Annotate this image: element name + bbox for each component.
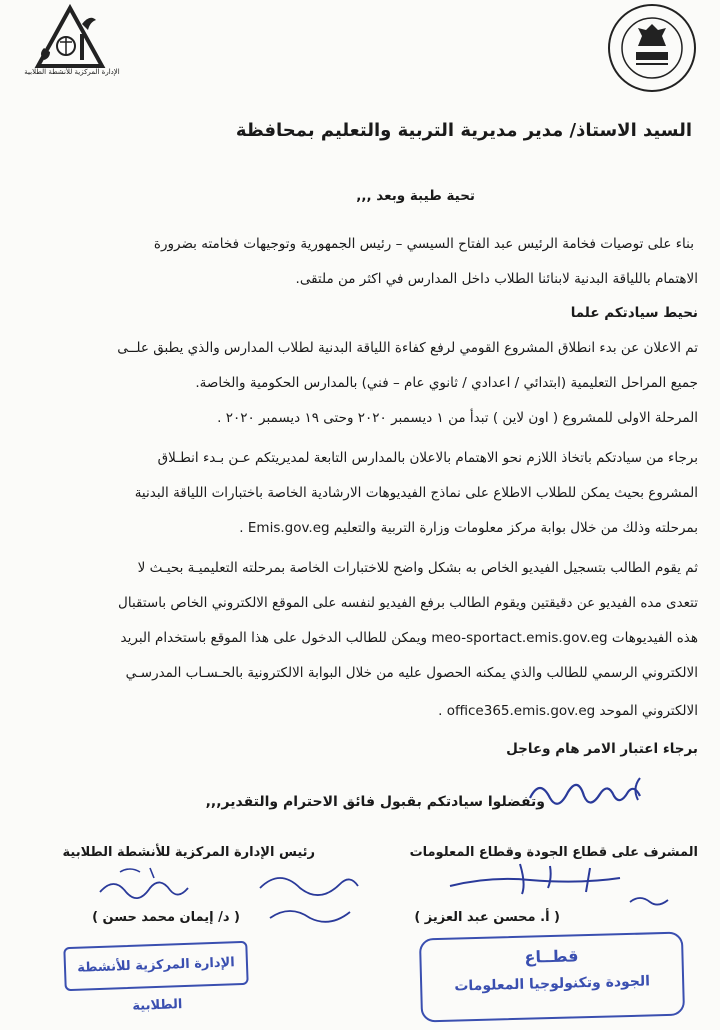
right-signatory-name: ( أ. محسن عبد العزيز )	[414, 910, 560, 925]
body-line: ثم يقوم الطالب بتسجيل الفيديو الخاص به بشكل واضح للاختبارات الخاصة بمرحلته التعليميـة بحيـث لا	[137, 560, 698, 576]
body-line: بمرحلته وذلك من خلال بوابة مركز معلومات وزارة التربية والتعليم Emis.gov.eg .	[239, 520, 698, 536]
ministry-seal-icon	[606, 2, 698, 94]
right-stamp-line1: قطــاع	[524, 946, 579, 967]
body-line: المشروع بحيث يمكن للطلاب الاطلاع على نماذج الفيديوهات الارشادية الخاصة باختبارات اللياقة البدنية	[134, 485, 698, 501]
left-signature-icon	[90, 862, 200, 912]
letter-addressee: السيد الاستاذ/ مدير مديرية التربية والتعليم بمحافظة	[235, 120, 692, 141]
right-stamp-line2: الجودة وتكنولوجيا المعلومات	[454, 973, 651, 995]
body-line: الالكتروني الرسمي للطالب والذي يمكنه الحصول عليه من خلال البوابة الالكترونية بالحـسـاب المدرسـي	[125, 665, 698, 681]
middle-signature-icon	[250, 858, 370, 938]
left-signatory-title: رئيس الإدارة المركزية للأنشطة الطلابية	[62, 845, 315, 860]
body-line: هذه الفيديوهات meo-sportact.emis.gov.eg ويمكن للطالب الدخول على هذا الموقع باستخدام البريد	[120, 630, 698, 646]
letter-closing: وتفضلوا سيادتكم بقبول فائق الاحترام والتقدير,,,	[205, 794, 545, 810]
right-signatory-title: المشرف على قطاع الجودة وقطاع المعلومات	[409, 845, 698, 860]
body-line: برجاء اعتبار الامر هام وعاجل	[506, 741, 698, 757]
left-signatory-name: ( د/ إيمان محمد حسن )	[92, 910, 240, 925]
body-line: بناء على توصيات فخامة الرئيس عبد الفتاح السيسي – رئيس الجمهورية وتوجيهات فخامته بضرورة	[153, 236, 694, 252]
handwritten-note-icon	[520, 768, 660, 818]
letter-greeting: تحية طيبة وبعد ,,,	[356, 188, 475, 204]
body-line: تتعدى مده الفيديو عن دقيقتين ويقوم الطالب برفع الفيديو لنفسه على الموقع الالكتروني الخاص باستقبال	[118, 595, 698, 611]
student-activities-stamp	[63, 941, 248, 1014]
left-stamp-text: الإدارة المركزية للأنشطة الطلابية	[77, 955, 235, 1014]
body-line: برجاء من سيادتكم باتخاذ اللازم نحو الاهتمام بالاعلان بالمدارس التابعة لمديريتكم عـن بـدء انطـلاق	[157, 450, 698, 466]
body-line: جميع المراحل التعليمية (ابتدائي / اعدادي / ثانوي عام – فني) بالمدارس الحكومية والخاصة.	[195, 375, 698, 391]
body-line: المرحلة الاولى للمشروع ( اون لاين ) تبدأ من ١ ديسمبر ٢٠٢٠ وحتى ١٩ ديسمبر ٢٠٢٠ .	[217, 410, 698, 426]
left-logo-caption: الإدارة المركزية للأنشطة الطلابية	[24, 68, 120, 76]
quality-sector-stamp	[419, 932, 685, 1023]
body-line: تم الاعلان عن بدء انطلاق المشروع القومي لرفع كفاءة اللياقة البدنية لطلاب المدارس والذي يطبق علــى	[117, 340, 698, 356]
body-line: الاهتمام باللياقة البدنية لابنائنا الطلاب داخل المدارس في اكثر من ملتقى.	[295, 271, 698, 287]
body-line: الالكتروني الموحد office365.emis.gov.eg .	[438, 703, 698, 719]
right-signature-icon	[440, 858, 680, 918]
body-line: نحيط سيادتكم علما	[570, 305, 698, 321]
